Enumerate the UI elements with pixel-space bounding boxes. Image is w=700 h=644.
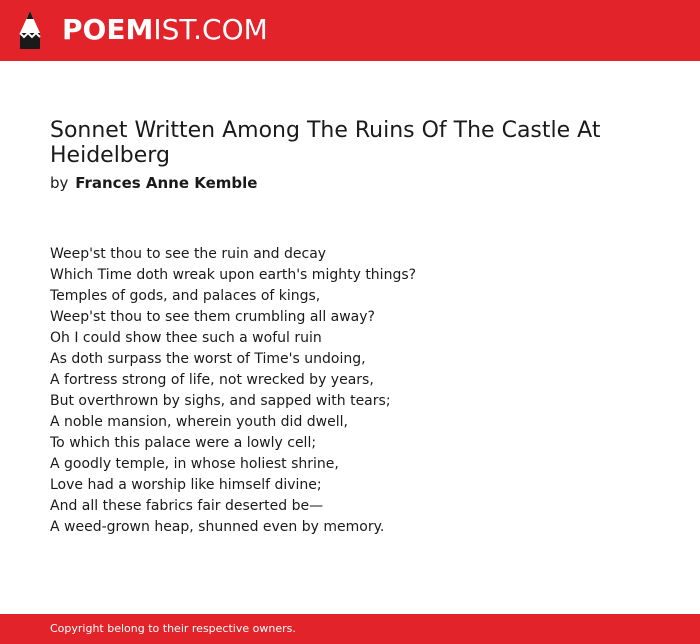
poem-line: A noble mansion, wherein youth did dwell, [50, 414, 348, 430]
logo-bold-text: POEM [62, 13, 154, 46]
poem-body [50, 244, 650, 538]
poem-line: But overthrown by sighs, and sapped with tears; [50, 393, 391, 409]
logo-light-text: IST.COM [153, 13, 268, 46]
copyright-text: Copyright belong to their respective owners. [50, 622, 296, 635]
poem-line: A weed-grown heap, shunned even by memory. [50, 519, 385, 535]
poem-heading [50, 118, 650, 194]
site-header [0, 0, 700, 61]
by-label: by [50, 174, 69, 192]
poem-line: Love had a worship like himself divine; [50, 477, 322, 493]
poem-line: Oh I could show thee such a woful ruin [50, 330, 322, 346]
pencil-tip-icon [18, 9, 42, 51]
byline [50, 172, 650, 194]
poem-line: Weep'st thou to see the ruin and decay [50, 246, 327, 262]
poem-line: As doth surpass the worst of Time's undoing, [50, 351, 366, 367]
poem-line: And all these fabrics fair deserted be— [50, 498, 324, 514]
poem-title: Sonnet Written Among The Ruins Of The Castle At Heidelberg [50, 118, 601, 168]
poem-line: A fortress strong of life, not wrecked by years, [50, 372, 374, 388]
poem-line: Weep'st thou to see them crumbling all away? [50, 309, 375, 325]
poem-line: A goodly temple, in whose holiest shrine, [50, 456, 339, 472]
poem-line: Temples of gods, and palaces of kings, [50, 288, 321, 304]
site-logo-link[interactable] [18, 9, 268, 51]
poem-line: Which Time doth wreak upon earth's mighty things? [50, 267, 417, 283]
site-footer [0, 614, 700, 644]
author-link[interactable]: Frances Anne Kemble [75, 174, 258, 192]
site-logo-text [62, 9, 268, 51]
poem-line: To which this palace were a lowly cell; [50, 435, 317, 451]
